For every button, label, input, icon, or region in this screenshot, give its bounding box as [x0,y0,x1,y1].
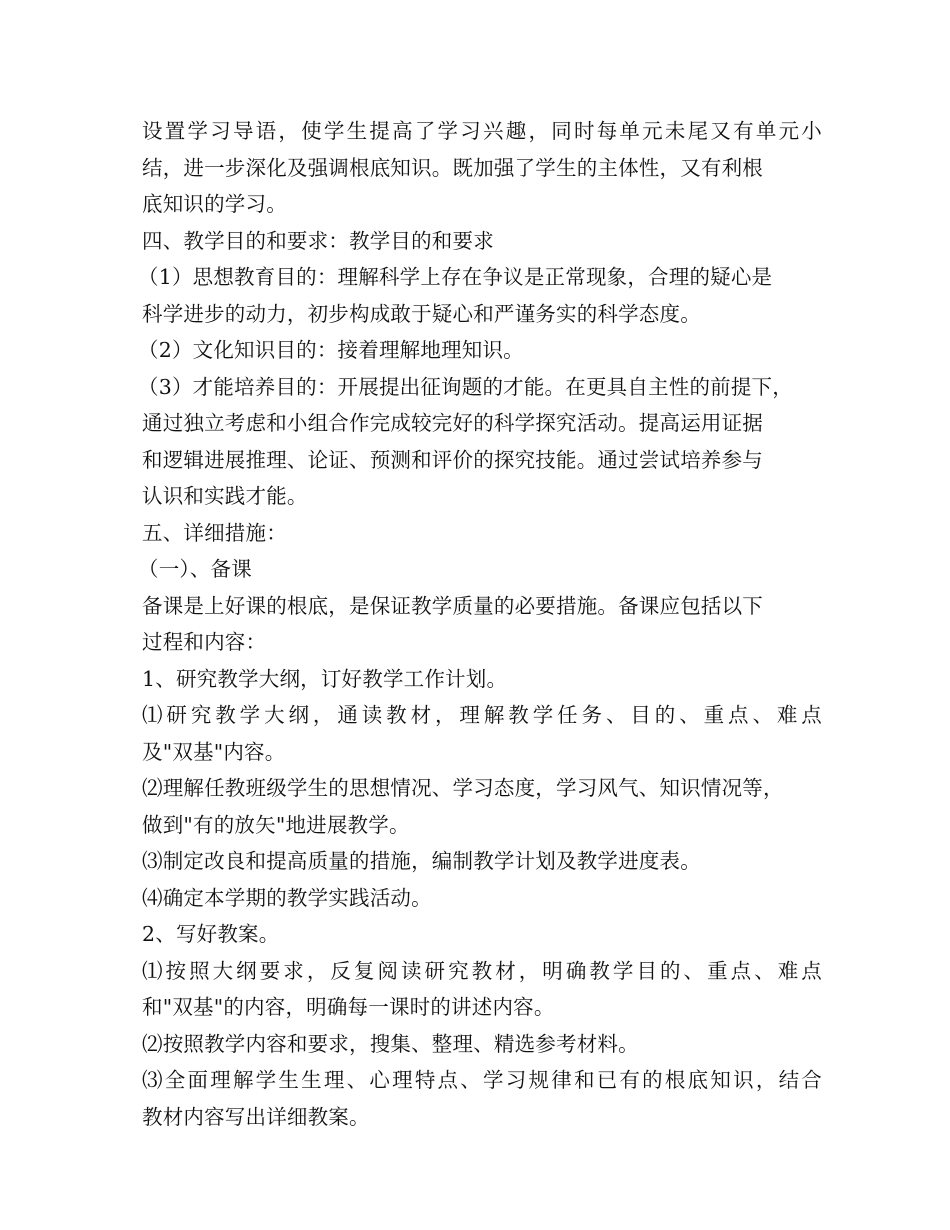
list-item: ⑴研究教学大纲，通读教材，理解教学任务、目的、重点、难点 [142,703,822,727]
text-line: 教材内容写出详细教案。 [142,1104,370,1129]
list-item: ⑷确定本学期的教学实践活动。 [142,885,432,910]
section-heading: 四、教学目的和要求：教学目的和要求 [142,228,494,253]
text-line: （1）思想教育目的：理解科学上存在争议是正常现象，合理的疑心是 [138,265,773,289]
document-body [138,113,822,1135]
text-line: 做到"有的放矢"地进展教学。 [142,812,410,837]
list-heading: 2、写好教案。 [142,922,280,946]
text-line: 备课是上好课的根底，是保证教学质量的必要措施。备课应包括以下 [142,593,763,618]
list-item: ⑴按照大纲要求，反复阅读研究教材，明确教学目的、重点、难点 [142,958,822,983]
text-line: 通过独立考虑和小组合作完成较完好的科学探究活动。提高运用证据 [142,411,763,435]
subsection-heading: （一）、备课 [138,557,252,581]
text-line: （3）才能培养目的：开展提出征询题的才能。在更具自主性的前提下， [138,374,793,399]
text-line: 和逻辑进展推理、论证、预测和评价的探究技能。通过尝试培养参与 [142,447,763,472]
list-item: ⑶全面理解学生生理、心理特点、学习规律和已有的根底知识，结合 [142,1068,822,1092]
list-heading: 1、研究教学大纲，订好教学工作计划。 [142,666,508,691]
text-line: （2）文化知识目的：接着理解地理知识。 [138,338,524,362]
text-line: 结，进一步深化及强调根底知识。既加强了学生的主体性，又有利根 [142,155,763,180]
text-line: 设置学习导语，使学生提高了学习兴趣，同时每单元未尾又有单元小 [142,119,822,143]
list-item: ⑵理解任教班级学生的思想情况、学习态度，学习风气、知识情况等， [142,776,784,800]
text-line: 科学进步的动力，初步构成敢于疑心和严谨务实的科学态度。 [142,301,701,326]
text-line: 和"双基"的内容，明确每一课时的讲述内容。 [142,995,555,1019]
section-heading: 五、详细措施： [142,520,287,545]
text-line: 及"双基"内容。 [142,739,286,764]
text-line: 过程和内容： [142,630,267,654]
list-item: ⑶制定改良和提高质量的措施，编制教学计划及教学进度表。 [142,849,701,873]
text-line: 底知识的学习。 [142,192,287,216]
list-item: ⑵按照教学内容和要求，搜集、整理、精选参考材料。 [142,1031,639,1056]
text-line: 认识和实践才能。 [142,484,308,508]
